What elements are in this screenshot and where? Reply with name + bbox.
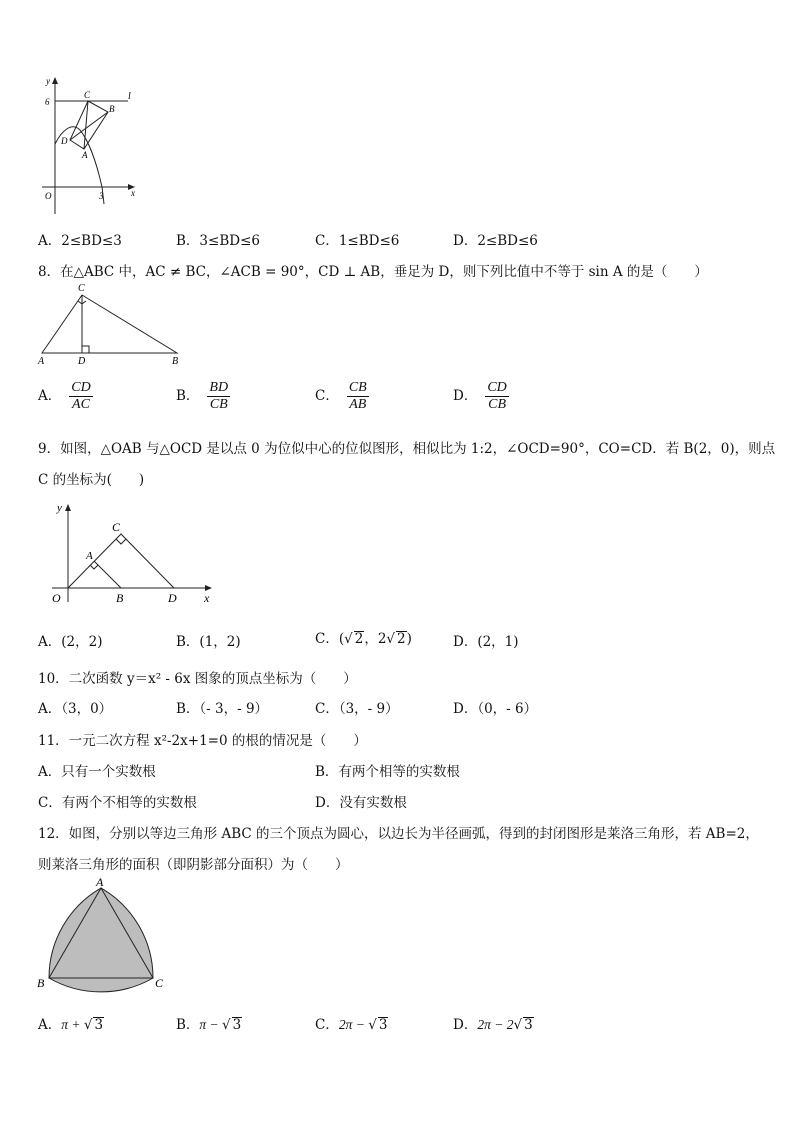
q8-option-d[interactable]: D． $\frac{CD}{CB}$: [453, 380, 507, 413]
q7-option-b[interactable]: B．3≤BD≤6: [176, 233, 260, 249]
label-B: B: [37, 976, 45, 990]
q8-option-b[interactable]: B． $\frac{BD}{CB}$: [176, 380, 229, 413]
label-D: D: [168, 591, 177, 605]
triangle-ocd: [68, 534, 174, 588]
q12-option-d[interactable]: D．2π − 2√ 3: [453, 1017, 533, 1033]
label-A: A: [96, 876, 104, 889]
q12-option-b[interactable]: B．π − √ 3: [176, 1017, 242, 1033]
segment-ab: [94, 561, 121, 588]
q12-line1: 12．如图，分别以等边三角形 ABC 的三个顶点为圆心，以边长为半径画弧，得到的封闭图形是莱洛三角形，若 AB=2，: [38, 826, 759, 842]
label-C: C: [84, 90, 91, 100]
y-axis-arrow: [52, 77, 58, 84]
q12-option-a[interactable]: A．π + √ 3: [38, 1017, 104, 1033]
q7-option-a[interactable]: A．2≤BD≤3: [38, 233, 122, 249]
q8-figure: [32, 280, 192, 370]
q12-line2: 则莱洛三角形的面积（即阴影部分面积）为（ ）: [38, 857, 349, 873]
quad-dcba: [70, 101, 108, 149]
label-A: A: [82, 150, 88, 160]
reuleaux-shape: [49, 888, 153, 992]
y-axis-arrow: [65, 504, 71, 511]
q9-option-c[interactable]: C．(√ 2，2√ 2): [315, 631, 412, 647]
q10-option-b[interactable]: B．（- 3，- 9）: [176, 701, 269, 717]
triangle-abc: [42, 295, 177, 353]
right-angle-a: [90, 565, 98, 569]
label-l: l: [128, 91, 131, 102]
q10-option-d[interactable]: D．（0，- 6）: [453, 701, 538, 717]
q12-figure: [34, 876, 174, 996]
q8-option-c[interactable]: C． $\frac{CB}{AB}$: [315, 380, 367, 413]
label-D: D: [78, 356, 86, 367]
right-angle-d: [82, 346, 89, 353]
q10-option-a[interactable]: A．（3，0）: [38, 701, 113, 717]
label-y: y: [57, 502, 62, 514]
q8-option-a[interactable]: A． $\frac{CD}{AC}$: [38, 380, 91, 413]
label-D: D: [61, 136, 68, 146]
q7-option-c[interactable]: C．1≤BD≤6: [315, 233, 400, 249]
label-C: C: [112, 520, 121, 534]
label-A: A: [38, 356, 45, 367]
q9-line2: C 的坐标为( ): [38, 472, 145, 488]
q11-option-b[interactable]: B．有两个相等的实数根: [315, 764, 460, 780]
label-3: 3: [99, 191, 104, 201]
label-y: y: [46, 76, 50, 86]
q8-text: 8．在△ABC 中，AC ≠ BC，∠ACB = 90°，CD ⊥ AB，垂足为 D，则下列比值中不等于 sin A 的是（ ）: [38, 264, 708, 280]
label-C: C: [155, 976, 164, 990]
label-6: 6: [45, 97, 50, 107]
q7-option-d[interactable]: D．2≤BD≤6: [453, 233, 538, 249]
q9-figure: [42, 498, 222, 613]
q7-figure: [30, 72, 150, 222]
q9-option-d[interactable]: D．(2，1): [453, 634, 519, 650]
label-B: B: [116, 591, 124, 605]
q11-option-a[interactable]: A．只有一个实数根: [38, 764, 156, 780]
label-O: O: [52, 591, 61, 605]
q10-option-c[interactable]: C．（3，- 9）: [315, 701, 399, 717]
label-O: O: [45, 191, 52, 201]
label-x: x: [204, 591, 210, 605]
q11-option-c[interactable]: C．有两个不相等的实数根: [38, 795, 197, 811]
label-B: B: [109, 104, 115, 114]
q9-line1: 9．如图，△OAB 与△OCD 是以点 0 为位似中心的位似图形，相似比为 1:2，∠OCD=90°，CO=CD．若 B(2，0)，则点: [38, 441, 776, 457]
q11-option-d[interactable]: D．没有实数根: [315, 795, 407, 811]
label-A: A: [86, 550, 93, 562]
label-x: x: [131, 188, 135, 198]
diag-cb: [70, 112, 108, 140]
q11-text: 11．一元二次方程 x²-2x+1=0 的根的情况是（ ）: [38, 733, 367, 749]
q9-option-a[interactable]: A．(2，2): [38, 634, 103, 650]
label-C: C: [78, 283, 85, 294]
label-B: B: [172, 356, 179, 367]
q9-option-b[interactable]: B．(1，2): [176, 634, 241, 650]
q12-option-c[interactable]: C．2π − √ 3: [315, 1017, 388, 1033]
right-angle-c: [116, 539, 126, 544]
q10-text: 10．二次函数 y＝x² - 6x 图象的顶点坐标为（ ）: [38, 671, 357, 687]
